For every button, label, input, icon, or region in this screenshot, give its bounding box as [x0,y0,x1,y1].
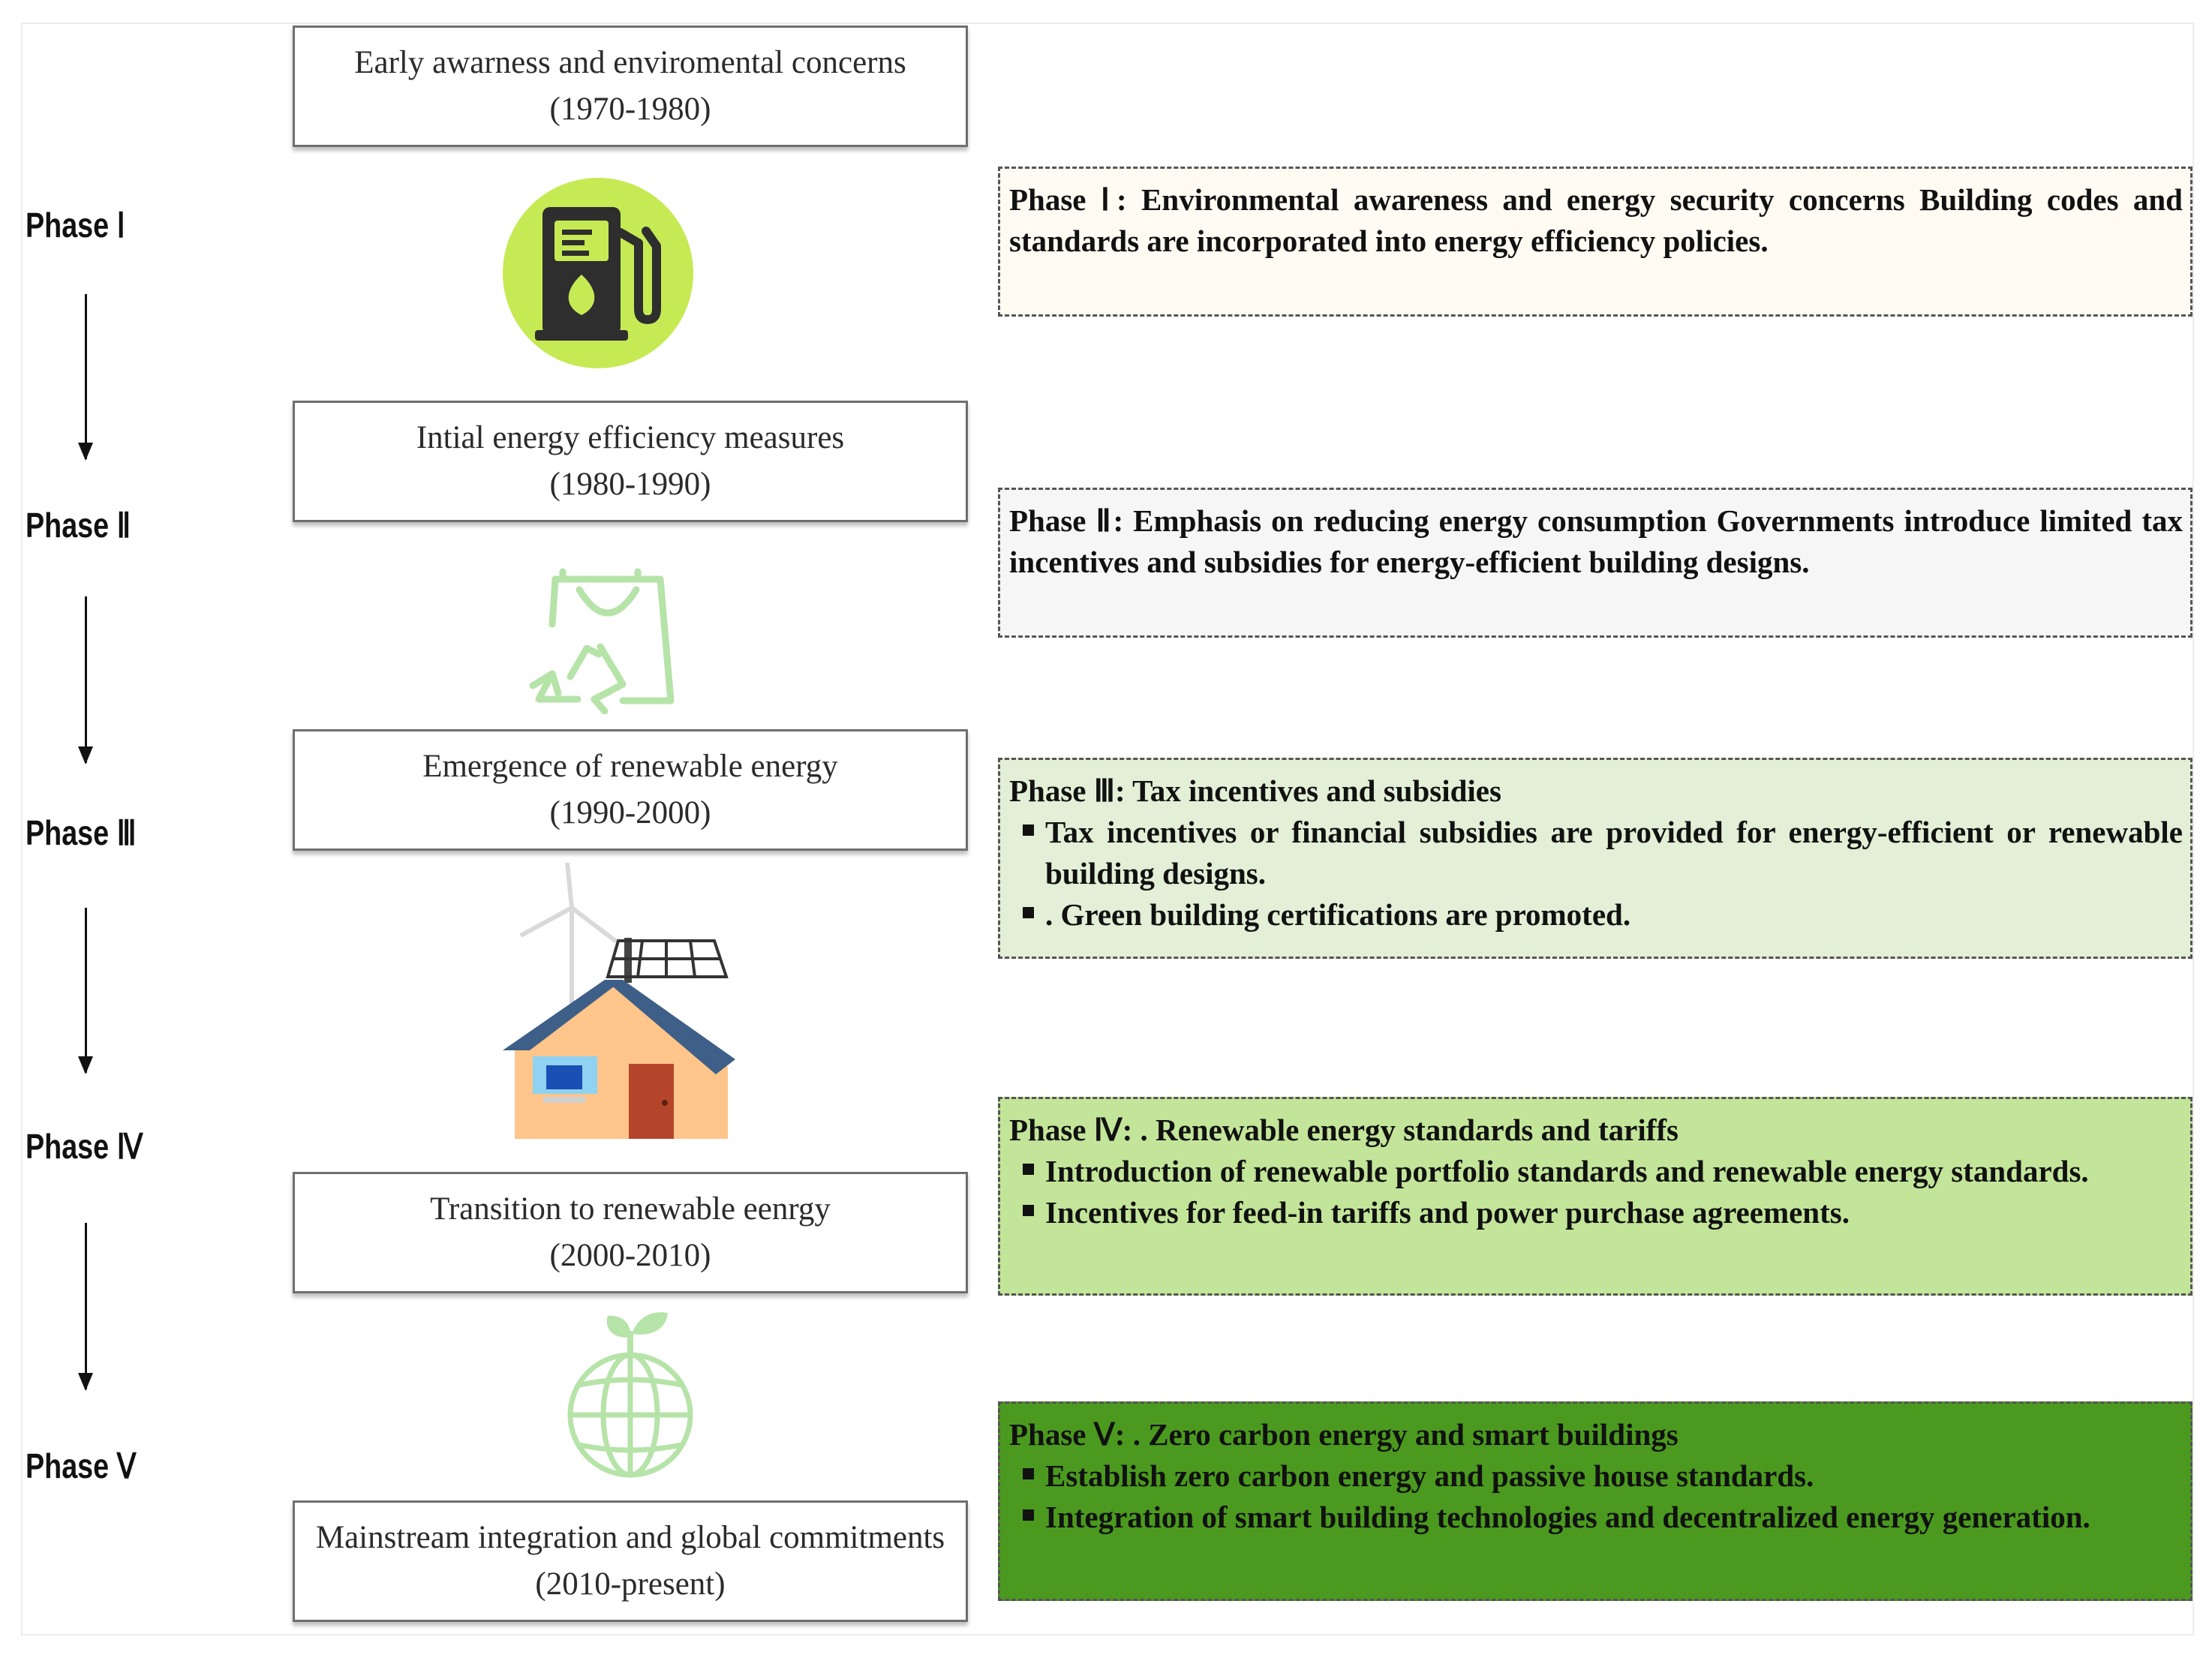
phase-2-description [998,488,2192,638]
phase-1-description [998,167,2192,317]
era-box-2000-2010 [293,1172,968,1293]
phase-3-bullet-1: Tax incentives or financial subsidies are provided for energy-efficient or renewable building designs. [1045,812,2183,894]
era-title: Mainstream integration and global commitments [315,1520,945,1555]
era-title: Transition to renewable eenrgy [430,1191,831,1227]
era-title: Emergence of renewable energy [422,749,838,784]
green-globe-sprout-icon [563,1307,698,1481]
phase-3-description [998,758,2192,959]
phase-label-4: Phase Ⅳ [26,1127,143,1166]
era-box-2010-present [293,1500,968,1622]
recycle-bag-icon [510,564,683,714]
arrow-down-2 [85,596,87,763]
phase-5-description [998,1401,2192,1601]
phase-1-text: Phase Ⅰ: Environmental awareness and energy security concerns Building codes and standards are incorporated into energy efficiency policies. [1009,182,2183,258]
phase-5-bullets [1009,1455,2183,1538]
era-title: Intial energy efficiency measures [416,420,845,455]
era-period: (1970-1980) [549,92,711,127]
era-box-1990-2000 [293,729,968,851]
era-title: Early awarness and enviromental concerns [354,45,906,80]
era-period: (2010-present) [535,1566,726,1602]
era-box-1980-1990 [293,401,968,522]
phase-5-bullet-2: Integration of smart building technologies and decentralized energy generation. [1045,1497,2183,1538]
fuel-pump-leaf-icon [499,177,702,369]
solar-wind-house-icon [503,863,743,1148]
phase-4-heading: Phase Ⅳ: . Renewable energy standards and tariffs [1009,1113,1679,1147]
phase-3-heading: Phase Ⅲ: Tax incentives and subsidies [1009,773,1501,808]
era-period: (1980-1990) [549,467,711,502]
phase-4-bullet-1: Introduction of renewable portfolio standards and renewable energy standards. [1045,1151,2183,1192]
era-period: (1990-2000) [549,795,711,831]
phase-4-bullet-2: Incentives for feed-in tariffs and power purchase agreements. [1045,1192,2183,1233]
phase-3-bullet-2: . Green building certifications are promoted. [1045,894,2183,936]
phase-label-1: Phase Ⅰ [26,206,125,245]
phase-label-5: Phase Ⅴ [26,1446,137,1485]
era-period: (2000-2010) [549,1238,711,1273]
arrow-down-4 [85,1223,87,1389]
phase-3-bullets [1009,812,2183,936]
phase-5-bullet-1: Establish zero carbon energy and passive house standards. [1045,1455,2183,1497]
arrow-down-3 [85,908,87,1073]
arrow-down-1 [85,294,87,459]
phase-4-description [998,1097,2192,1296]
phase-2-text: Phase Ⅱ: Emphasis on reducing energy consumption Governments introduce limited tax incentives and subsidies for energy-efficient building designs. [1009,503,2183,579]
phase-label-3: Phase Ⅲ [26,813,137,852]
phase-5-heading: Phase Ⅴ: . Zero carbon energy and smart buildings [1009,1417,1679,1452]
phase-label-2: Phase Ⅱ [26,506,131,545]
era-box-1970-1980 [293,26,968,147]
phase-4-bullets [1009,1151,2183,1233]
